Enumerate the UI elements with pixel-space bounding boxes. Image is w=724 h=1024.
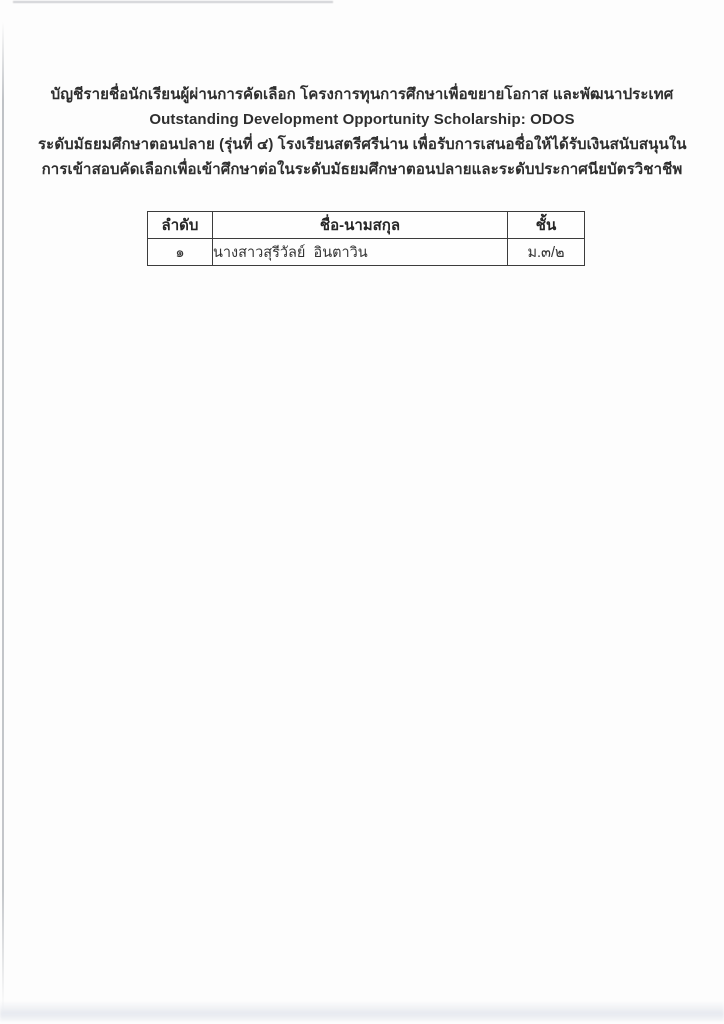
document-heading [38, 82, 686, 182]
header-cell-name: ชื่อ-นามสกุล [213, 212, 508, 239]
table-header-row [148, 212, 585, 239]
heading-line-1: บัญชีรายชื่อนักเรียนผู้ผ่านการคัดเลือก โครงการทุนการศึกษาเพื่อขยายโอกาส และพัฒนาประเทศ [50, 86, 674, 103]
row-cell-name: นางสาวสุรีวัลย์ อินตาวิน [213, 239, 508, 266]
heading-line-2-english-title: Outstanding Development Opportunity Scholarship: ODOS [149, 111, 575, 128]
header-cell-number: ลำดับ [148, 212, 213, 239]
row-cell-class: ม.๓/๒ [508, 239, 585, 266]
table-row [148, 239, 585, 266]
scan-left-edge-artifact [2, 22, 4, 1010]
scan-top-edge-artifact [13, 1, 333, 3]
heading-line-3: ระดับมัธยมศึกษาตอนปลาย (รุ่นที่ ๔) โรงเรียนสตรีศรีน่าน เพื่อรับการเสนอชื่อให้ได้รับเงินสนับสนุนใน [38, 136, 687, 153]
scan-bottom-shadow-artifact [0, 1001, 724, 1021]
header-cell-class: ชั้น [508, 212, 585, 239]
scholarship-roster-table [147, 211, 585, 266]
row-cell-number: ๑ [148, 239, 213, 266]
heading-line-4: การเข้าสอบคัดเลือกเพื่อเข้าศึกษาต่อในระดับมัธยมศึกษาตอนปลายและระดับประกาศนียบัตรวิชาชีพ [41, 161, 683, 178]
